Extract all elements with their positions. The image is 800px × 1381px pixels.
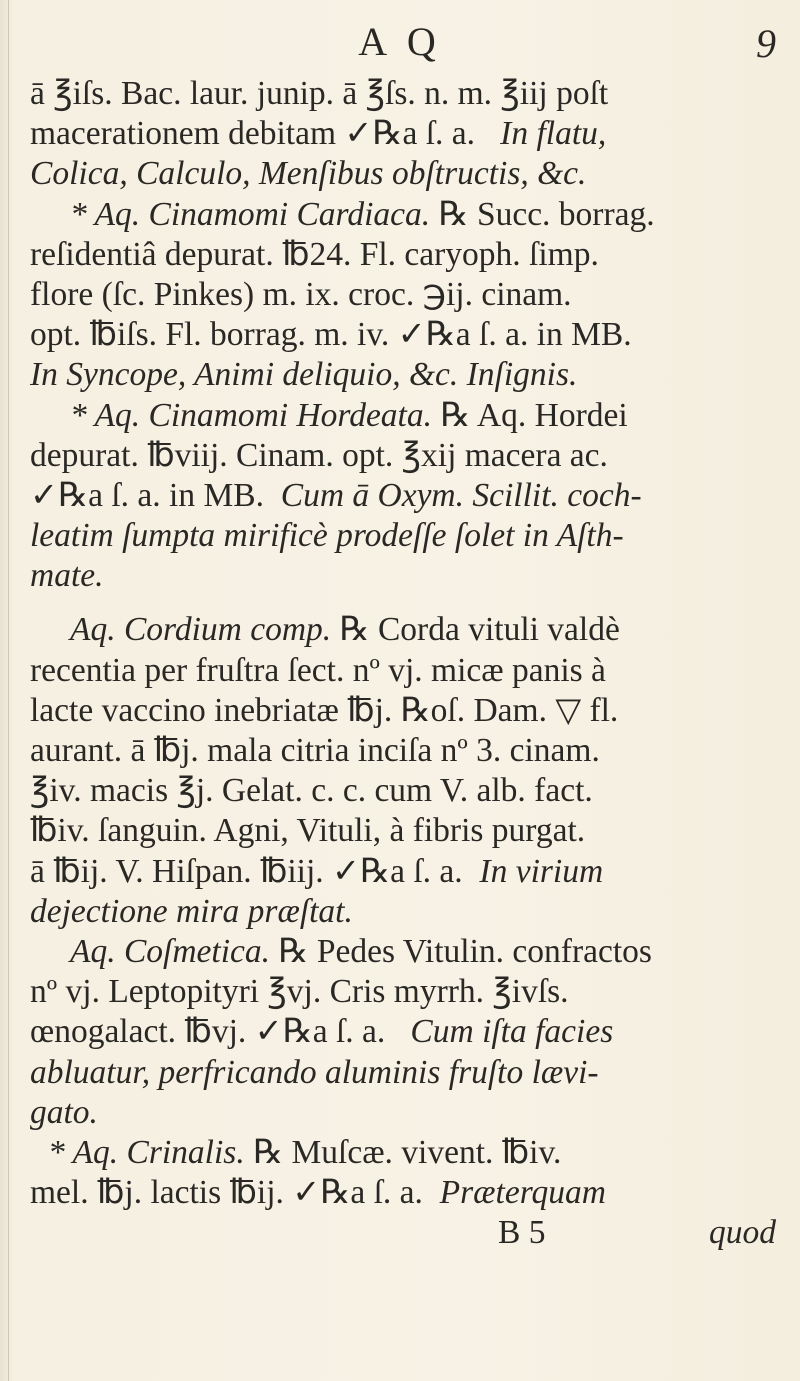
text-line: macerationem debitam ✓℞a ſ. a. In flatu,	[30, 115, 607, 153]
text-line: ℥iv. macis ℥j. Gelat. c. c. cum V. alb. fact.	[30, 772, 593, 810]
text-line: * Aq. Cinamomi Cardiaca. ℞ Succ. borrag.	[70, 195, 655, 233]
text-line: abluatur, perfricando aluminis fruſto lævi-	[30, 1053, 599, 1091]
text-line: mel. ℔j. lactis ℔ij. ✓℞a ſ. a. Præterquam	[30, 1174, 606, 1212]
text-line: * Aq. Cinamomi Hordeata. ℞ Aq. Hordei	[70, 396, 628, 434]
catchword: quod	[709, 1214, 776, 1252]
text-line: nº vj. Leptopityri ℥vj. Cris myrrh. ℥ivſs.	[30, 973, 569, 1011]
text-line: gato.	[30, 1093, 98, 1131]
text-line: Aq. Coſmetica. ℞ Pedes Vitulin. confractos	[70, 932, 652, 970]
text-line: opt. ℔iſs. Fl. borrag. m. iv. ✓℞a ſ. a. in MB.	[30, 316, 632, 354]
text-line: reſidentiâ depurat. ℔24. Fl. caryoph. ſimp.	[30, 235, 599, 273]
text-line: œnogalact. ℔vj. ✓℞a ſ. a. Cum iſta facies	[30, 1013, 614, 1051]
text-line: * Aq. Crinalis. ℞ Muſcæ. vivent. ℔iv.	[48, 1133, 562, 1171]
text-line: aurant. ā ℔j. mala citria inciſa nº 3. cinam.	[30, 732, 600, 769]
signature-mark: B 5	[498, 1214, 546, 1252]
text-line: In Syncope, Animi deliquio, &c. Inſignis.	[30, 356, 578, 394]
page-number: 9	[756, 21, 776, 66]
section-gap	[30, 596, 790, 610]
text-line: dejectione mira præſtat.	[30, 892, 353, 930]
text-line: Colica, Calculo, Menſibus obſtructis, &c.	[30, 155, 587, 193]
text-line: ✓℞a ſ. a. in MB. Cum ā Oxym. Scillit. coch-	[30, 476, 642, 514]
text-line: Aq. Cordium comp. ℞ Corda vituli valdè	[70, 611, 620, 649]
text-line: mate.	[30, 557, 104, 595]
text-line: depurat. ℔viij. Cinam. opt. ℥xij macera ac.	[30, 436, 608, 474]
text-line: recentia per fruſtra ſect. nº vj. micæ panis à	[30, 651, 606, 689]
footer-line	[30, 1213, 790, 1253]
text-line: lacte vaccino inebriatæ ℔j. ℞oſ. Dam. ▽ fl.	[30, 691, 619, 729]
running-head: A Q	[358, 19, 442, 64]
text-line: ā ℔ij. V. Hiſpan. ℔iij. ✓℞a ſ. a. In virium	[30, 852, 604, 890]
page-header	[0, 14, 800, 74]
text-line: leatim ſumpta mirificè prodeſſe ſolet in Aſth-	[30, 517, 624, 555]
text-line: flore (ſc. Pinkes) m. ix. croc. ℈ij. cinam.	[30, 275, 572, 313]
text-line: ā ℥iſs. Bac. laur. junip. ā ℥ſs. n. m. ℥iij poſt	[30, 75, 609, 112]
gutter-line	[8, 0, 9, 1381]
text-line: ℔iv. ſanguin. Agni, Vituli, à fibris purgat.	[30, 812, 586, 850]
page-body	[30, 74, 790, 1253]
